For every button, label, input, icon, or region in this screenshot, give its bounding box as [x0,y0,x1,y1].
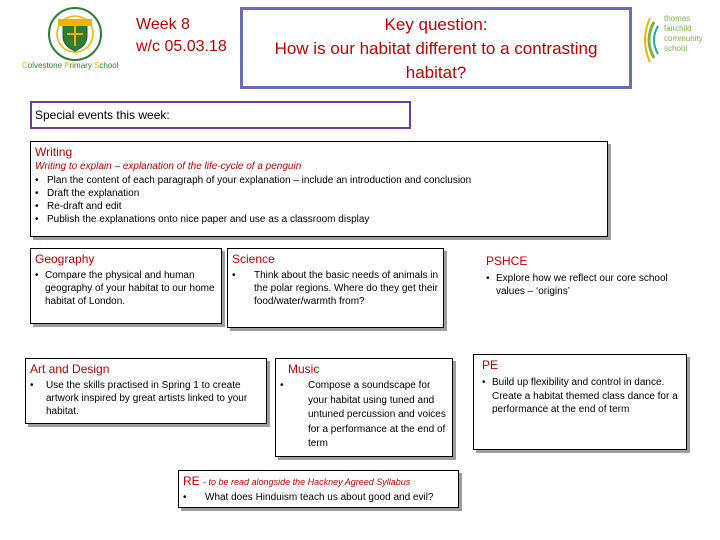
writing-subtitle: Writing to explain – explanation of the life-cycle of a penguin [35,161,302,172]
science-list [232,269,439,308]
list-item: • Explore how we reflect our core school values – ‘origins’ [486,272,686,298]
art-design-list [30,379,262,418]
week-info [136,14,227,58]
re-list [183,491,454,504]
pe-list [482,376,678,417]
school-crest-logo [38,6,112,62]
pshce-list [486,272,686,298]
science-section [227,248,444,328]
list-item: • Compose a soundscape for your habitat using tuned and untuned percussion and voices for a performance at the end of term [280,379,448,452]
list-item: • Build up flexibility and control in dance. Create a habitat themed class dance for a performance at the end of term [482,376,678,417]
list-item: • Think about the basic needs of animals in the polar regions. Where do they get their food/water/warmth from? [232,269,439,308]
key-question-box [240,7,632,89]
special-events-box [30,101,411,129]
re-section [178,470,459,508]
week-commencing-date: w/c 05.03.18 [136,38,227,55]
school-name: Colvestone Primary School [22,61,119,70]
writing-list [35,174,603,226]
writing-heading: Writing [35,145,73,159]
list-item: • Publish the explanations onto nice paper and use as a classroom display [35,213,603,226]
geography-list [35,269,217,308]
special-events-label: Special events this week: [35,108,170,122]
list-item: • Plan the content of each paragraph of your explanation – include an introduction and conclusion [35,174,603,187]
pshce-section [486,253,686,333]
writing-section [30,141,608,237]
geography-section [30,248,222,324]
geography-heading: Geography [35,252,95,266]
music-section [275,358,453,457]
pshce-heading: PSHCE [486,254,528,268]
pe-section [473,354,687,450]
partner-school-name: thomas fairchild community school [664,14,703,53]
pe-heading: PE [482,358,499,372]
key-question-title: Key question: [384,15,488,34]
re-note: - to be read alongside the Hackney Agreed Syllabus [203,477,411,487]
re-heading [183,472,454,491]
list-item: • What does Hinduism teach us about good and evil? [183,491,454,504]
key-question-text: How is our habitat different to a contrasting habitat? [274,39,598,82]
week-number: Week 8 [136,16,190,33]
art-design-section [25,358,267,424]
list-item: • Use the skills practised in Spring 1 to create artwork inspired by great artists linked to your habitat. [30,379,262,418]
art-design-heading: Art and Design [30,362,110,376]
science-heading: Science [232,252,275,266]
music-heading: Music [288,362,320,376]
re-title: RE [183,474,200,488]
music-list [280,379,448,452]
list-item: • Re-draft and edit [35,200,603,213]
list-item: • Compare the physical and human geography of your habitat to our home habitat of London. [35,269,217,308]
list-item: • Draft the explanation [35,187,603,200]
